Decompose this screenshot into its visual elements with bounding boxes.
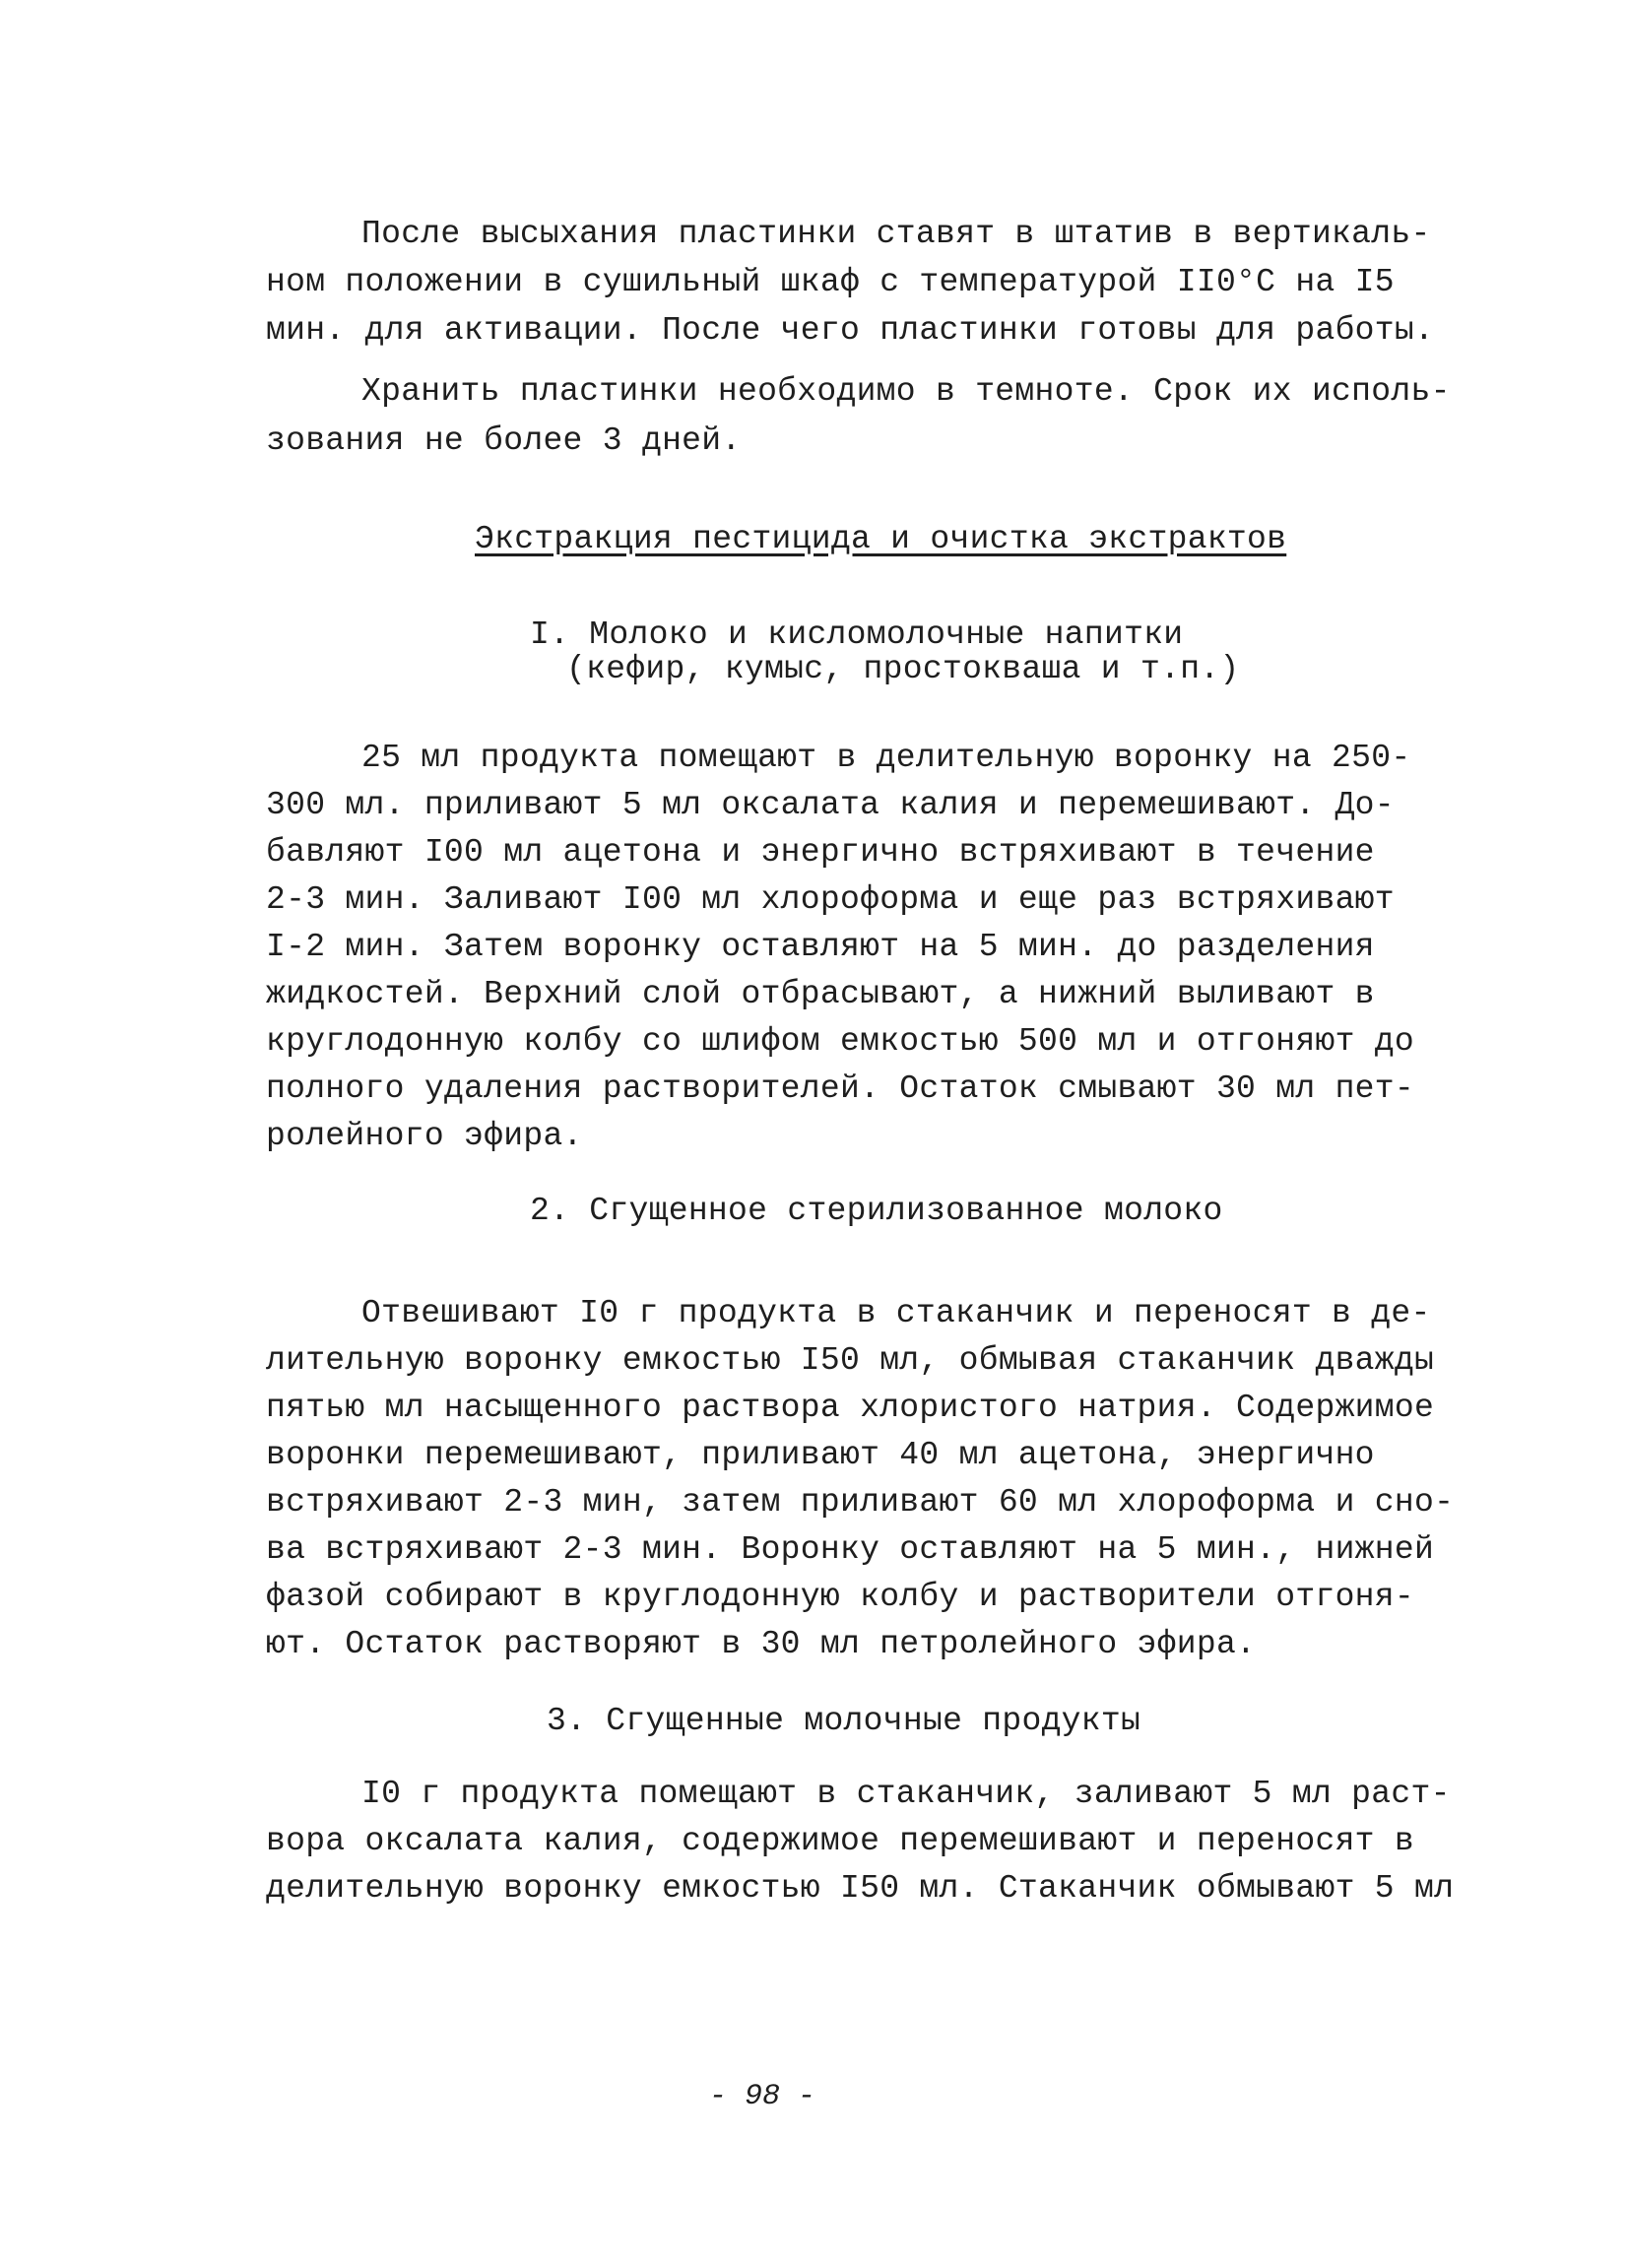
text-line: вора оксалата калия, содержимое перемешивают и переносят в: [266, 1823, 1414, 1859]
text-line: мин. для активации. После чего пластинки готовы для работы.: [266, 312, 1435, 349]
text-line: ном положении в сушильный шкаф с температурой II0°C на I5: [266, 264, 1395, 300]
text-line: воронки перемешивают, приливают 40 мл ацетона, энергично: [266, 1437, 1375, 1473]
text-line: ва встряхивают 2-3 мин. Воронку оставляют на 5 мин., нижней: [266, 1531, 1435, 1568]
page-number: - 98 -: [709, 2080, 816, 2113]
subsection-title: 2. Сгущенное стерилизованное молоко: [530, 1193, 1223, 1229]
text-line: делительную воронку емкостью I50 мл. Стаканчик обмывают 5 мл: [266, 1870, 1455, 1907]
text-line: Отвешивают I0 г продукта в стаканчик и переносят в де-: [361, 1295, 1431, 1331]
subsection-title: 3. Сгущенные молочные продукты: [547, 1703, 1141, 1739]
text-line: I-2 мин. Затем воронку оставляют на 5 мин. до разделения: [266, 929, 1375, 965]
text-line: ролейного эфира.: [266, 1118, 583, 1154]
text-line: лительную воронку емкостью I50 мл, обмывая стаканчик дважды: [266, 1342, 1435, 1379]
text-line: зования не более 3 дней.: [266, 422, 742, 459]
text-line: фазой собирают в круглодонную колбу и растворители отгоня-: [266, 1579, 1414, 1615]
text-line: встряхивают 2-3 мин, затем приливают 60 мл хлороформа и сно-: [266, 1484, 1455, 1521]
text-line: I0 г продукта помещают в стаканчик, заливают 5 мл раст-: [361, 1776, 1451, 1812]
text-line: 2-3 мин. Заливают I00 мл хлороформа и еще раз встряхивают: [266, 881, 1395, 918]
subsection-title: (кефир, кумыс, простокваша и т.п.): [566, 651, 1240, 687]
text-line: 300 мл. приливают 5 мл оксалата калия и перемешивают. До-: [266, 787, 1395, 823]
text-line: Хранить пластинки необходимо в темноте. Срок их исполь-: [361, 373, 1451, 410]
text-line: полного удаления растворителей. Остаток смывают 30 мл пет-: [266, 1070, 1414, 1107]
text-line: 25 мл продукта помещают в делительную воронку на 250-: [361, 740, 1411, 776]
text-line: жидкостей. Верхний слой отбрасывают, а нижний выливают в: [266, 976, 1375, 1012]
text-line: бавляют I00 мл ацетона и энергично встряхивают в течение: [266, 834, 1375, 871]
text-line: После высыхания пластинки ставят в штатив в вертикаль-: [361, 216, 1431, 252]
text-line: круглодонную колбу со шлифом емкостью 500 мл и отгоняют до: [266, 1023, 1414, 1060]
subsection-title: I. Молоко и кисломолочные напитки: [530, 616, 1184, 653]
section-heading: Экстракция пестицида и очистка экстрактов: [475, 521, 1287, 557]
text-line: ют. Остаток растворяют в 30 мл петролейного эфира.: [266, 1626, 1257, 1662]
text-line: пятью мл насыщенного раствора хлористого натрия. Содержимое: [266, 1390, 1435, 1426]
